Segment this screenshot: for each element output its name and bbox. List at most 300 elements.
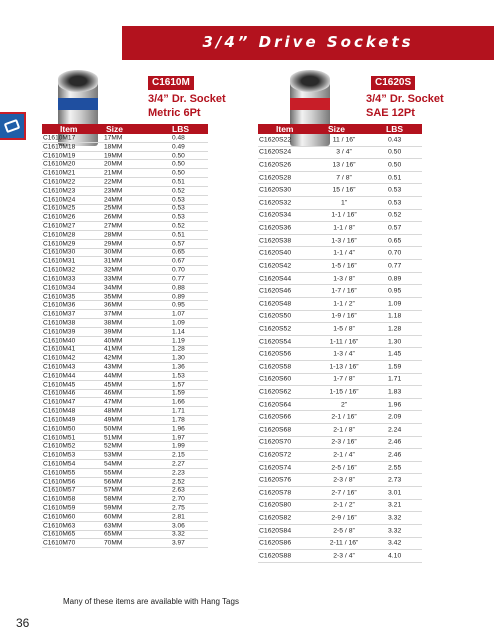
size: 19MM — [104, 152, 123, 160]
size: 56MM — [104, 478, 123, 486]
item-code: C1610M30 — [43, 248, 76, 256]
weight-lbs: 0.95 — [388, 287, 402, 295]
weight-lbs: 0.70 — [388, 249, 402, 257]
weight-lbs: 0.53 — [172, 196, 185, 204]
item-code: C1620S80 — [259, 501, 292, 509]
size: 1-7 / 16” — [331, 287, 357, 295]
table-row — [42, 504, 208, 513]
metric-product-code: C1610M — [148, 76, 194, 90]
table-row — [258, 538, 422, 551]
table-row — [258, 273, 422, 286]
weight-lbs: 3.01 — [388, 489, 402, 497]
table-row — [258, 437, 422, 450]
weight-lbs: 2.70 — [172, 495, 185, 503]
item-code: C1610M24 — [43, 196, 76, 204]
table-row — [42, 196, 208, 205]
item-code: C1620S68 — [259, 426, 292, 434]
size: 63MM — [104, 522, 123, 530]
table-row — [42, 310, 208, 319]
item-code: C1620S42 — [259, 262, 292, 270]
item-code: C1610M55 — [43, 469, 76, 477]
table-row — [258, 298, 422, 311]
size: 2-1 / 2” — [333, 501, 355, 509]
table-row — [258, 525, 422, 538]
item-code: C1620S24 — [259, 148, 292, 156]
size: 22MM — [104, 178, 123, 186]
sae-product-code: C1620S — [371, 76, 415, 90]
item-code: C1610M51 — [43, 434, 76, 442]
table-row — [42, 434, 208, 443]
sae-table-header — [258, 124, 422, 134]
table-row — [258, 147, 422, 160]
metric-product-title — [148, 92, 226, 120]
weight-lbs: 3.97 — [172, 539, 185, 547]
table-row — [42, 143, 208, 152]
size: 1-1 / 4” — [333, 249, 355, 257]
weight-lbs: 2.46 — [388, 451, 402, 459]
item-code: C1620S78 — [259, 489, 292, 497]
table-row — [42, 275, 208, 284]
item-code: C1610M28 — [43, 231, 76, 239]
weight-lbs: 1.36 — [172, 363, 185, 371]
size: 20MM — [104, 160, 123, 168]
table-row — [42, 134, 208, 143]
table-row — [42, 257, 208, 266]
weight-lbs: 3.32 — [172, 530, 185, 538]
size: 50MM — [104, 425, 123, 433]
item-code: C1610M65 — [43, 530, 76, 538]
table-row — [42, 266, 208, 275]
size: 13 / 16” — [332, 161, 356, 169]
item-code: C1620S56 — [259, 350, 292, 358]
table-row — [258, 260, 422, 273]
item-code: C1610M50 — [43, 425, 76, 433]
size: 59MM — [104, 504, 123, 512]
size: 55MM — [104, 469, 123, 477]
weight-lbs: 2.09 — [388, 413, 402, 421]
sae-title-line2: SAE 12Pt — [366, 107, 415, 119]
item-code: C1620S40 — [259, 249, 292, 257]
item-code: C1620S66 — [259, 413, 292, 421]
table-row — [42, 390, 208, 399]
table-row — [258, 386, 422, 399]
table-row — [42, 407, 208, 416]
weight-lbs: 1.07 — [172, 310, 185, 318]
weight-lbs: 2.27 — [172, 460, 185, 468]
table-row — [42, 169, 208, 178]
size: 2-3 / 8” — [333, 476, 355, 484]
size: 2-3 / 4” — [333, 552, 355, 560]
size: 1” — [340, 199, 348, 207]
weight-lbs: 1.28 — [388, 325, 402, 333]
item-code: C1610M52 — [43, 442, 76, 450]
weight-lbs: 0.67 — [172, 257, 185, 265]
table-row — [258, 424, 422, 437]
item-code: C1610M38 — [43, 319, 76, 327]
weight-lbs: 0.65 — [388, 237, 402, 245]
table-row — [42, 152, 208, 161]
size: 42MM — [104, 354, 123, 362]
item-code: C1610M21 — [43, 169, 76, 177]
weight-lbs: 1.57 — [172, 381, 185, 389]
size: 1-7 / 8” — [333, 375, 355, 383]
table-row — [42, 425, 208, 434]
item-code: C1610M32 — [43, 266, 76, 274]
item-code: C1610M37 — [43, 310, 76, 318]
col-lbs: LBS — [386, 124, 403, 134]
weight-lbs: 3.42 — [388, 539, 402, 547]
item-code: C1620S32 — [259, 199, 292, 207]
sae-title-line1: 3/4” Dr. Socket — [366, 93, 444, 105]
table-row — [258, 235, 422, 248]
item-code: C1620S44 — [259, 275, 292, 282]
size: 24MM — [104, 196, 123, 204]
weight-lbs: 3.32 — [388, 514, 402, 522]
table-row — [42, 460, 208, 469]
page-number: 36 — [16, 616, 30, 630]
item-code: C1610M59 — [43, 504, 76, 512]
weight-lbs: 0.52 — [172, 222, 185, 230]
item-code: C1610M44 — [43, 372, 76, 380]
table-row — [258, 247, 422, 260]
item-code: C1610M39 — [43, 328, 76, 336]
size: 1-13 / 16” — [329, 363, 359, 371]
size: 45MM — [104, 381, 123, 389]
weight-lbs: 2.63 — [172, 486, 185, 494]
weight-lbs: 1.71 — [172, 407, 185, 415]
item-code: C1620S84 — [259, 527, 292, 535]
table-row — [42, 293, 208, 302]
size: 49MM — [104, 416, 123, 424]
table-row — [42, 469, 208, 478]
table-row — [258, 172, 422, 185]
weight-lbs: 1.83 — [388, 388, 402, 396]
weight-lbs: 0.53 — [388, 186, 402, 194]
table-row — [42, 337, 208, 346]
weight-lbs: 1.66 — [172, 398, 185, 406]
item-code: C1610M45 — [43, 381, 76, 389]
item-code: C1610M48 — [43, 407, 76, 415]
table-row — [42, 372, 208, 381]
col-item: Item — [276, 124, 294, 134]
item-code: C1610M20 — [43, 160, 76, 168]
table-row — [42, 240, 208, 249]
item-code: C1610M19 — [43, 152, 76, 160]
weight-lbs: 1.96 — [172, 425, 185, 433]
table-row — [258, 512, 422, 525]
weight-lbs: 0.77 — [388, 262, 402, 270]
size: 48MM — [104, 407, 123, 415]
size: 11 / 16” — [332, 136, 356, 144]
table-row — [258, 197, 422, 210]
size: 17MM — [104, 134, 123, 142]
table-row — [258, 323, 422, 336]
item-code: C1620S82 — [259, 514, 292, 522]
table-row — [258, 411, 422, 424]
weight-lbs: 0.50 — [172, 169, 185, 177]
item-code: C1610M26 — [43, 213, 76, 221]
weight-lbs: 1.09 — [388, 300, 402, 308]
weight-lbs: 0.50 — [172, 152, 185, 160]
item-code: C1610M49 — [43, 416, 76, 424]
table-row — [258, 487, 422, 500]
table-row — [42, 284, 208, 293]
table-row — [258, 462, 422, 475]
item-code: C1620S62 — [259, 388, 292, 396]
size: 43MM — [104, 363, 123, 371]
size: 65MM — [104, 530, 123, 538]
weight-lbs: 2.81 — [172, 513, 185, 521]
table-row — [42, 398, 208, 407]
item-code: C1610M34 — [43, 284, 76, 292]
weight-lbs: 1.78 — [172, 416, 185, 424]
weight-lbs: 2.73 — [388, 476, 402, 484]
size: 18MM — [104, 143, 123, 151]
size: 15 / 16” — [332, 186, 356, 194]
table-row — [258, 361, 422, 374]
item-code: C1610M60 — [43, 513, 76, 521]
item-code: C1620S30 — [259, 186, 292, 194]
col-size: Size — [328, 124, 346, 134]
size: 21MM — [104, 169, 123, 177]
item-code: C1610M22 — [43, 178, 76, 186]
weight-lbs: 3.06 — [172, 522, 185, 530]
size: 33MM — [104, 275, 123, 283]
table-row — [42, 531, 208, 540]
table-row — [258, 550, 422, 563]
table-row — [42, 213, 208, 222]
table-row — [42, 363, 208, 372]
weight-lbs: 0.77 — [172, 275, 185, 283]
table-row — [258, 474, 422, 487]
section-banner — [122, 26, 494, 60]
size: 2-7 / 16” — [331, 489, 357, 497]
table-row — [42, 319, 208, 328]
size: 47MM — [104, 398, 123, 406]
size: 2-11 / 16” — [329, 539, 359, 547]
item-code: C1610M42 — [43, 354, 76, 362]
socket-tab-icon — [4, 119, 21, 133]
weight-lbs: 0.95 — [172, 301, 185, 309]
size: 57MM — [104, 486, 123, 494]
item-code: C1610M43 — [43, 363, 76, 371]
size: 1-3 / 16” — [331, 237, 357, 245]
table-row — [42, 222, 208, 231]
table-row — [42, 513, 208, 522]
size: 25MM — [104, 204, 123, 212]
item-code: C1610M57 — [43, 486, 76, 494]
item-code: C1620S28 — [259, 174, 292, 182]
table-row — [258, 449, 422, 462]
weight-lbs: 1.71 — [388, 375, 402, 383]
weight-lbs: 1.09 — [172, 319, 185, 327]
weight-lbs: 3.21 — [388, 501, 402, 509]
weight-lbs: 1.99 — [172, 442, 185, 450]
size: 2-1 / 4” — [333, 451, 355, 459]
size: 1-1 / 2” — [333, 300, 355, 308]
weight-lbs: 0.89 — [172, 293, 185, 301]
weight-lbs: 2.24 — [388, 426, 402, 434]
weight-lbs: 2.15 — [172, 451, 185, 459]
item-code: C1610M63 — [43, 522, 76, 530]
table-row — [42, 346, 208, 355]
weight-lbs: 2.55 — [388, 464, 402, 472]
size: 1-9 / 16” — [331, 312, 357, 320]
item-code: C1620S50 — [259, 312, 292, 320]
item-code: C1610M25 — [43, 204, 76, 212]
table-row — [42, 249, 208, 258]
metric-table-header — [42, 124, 208, 134]
table-row — [258, 399, 422, 412]
item-code: C1620S46 — [259, 287, 292, 295]
table-row — [42, 522, 208, 531]
size: 53MM — [104, 451, 123, 459]
item-code: C1620S22 — [259, 136, 292, 144]
table-row — [42, 301, 208, 310]
weight-lbs: 0.51 — [172, 231, 185, 239]
weight-lbs: 0.48 — [172, 134, 185, 142]
weight-lbs: 0.57 — [172, 240, 185, 248]
weight-lbs: 0.50 — [388, 161, 402, 169]
item-code: C1610M31 — [43, 257, 76, 265]
weight-lbs: 1.18 — [388, 312, 402, 320]
size: 29MM — [104, 240, 123, 248]
item-code: C1610M56 — [43, 478, 76, 486]
size: 44MM — [104, 372, 123, 380]
weight-lbs: 0.53 — [172, 213, 185, 221]
item-code: C1620S86 — [259, 539, 292, 547]
table-row — [42, 160, 208, 169]
weight-lbs: 2.46 — [388, 438, 402, 446]
weight-lbs: 1.30 — [388, 338, 402, 346]
size: 39MM — [104, 328, 123, 336]
weight-lbs: 1.30 — [172, 354, 185, 362]
size: 46MM — [104, 389, 123, 397]
weight-lbs: 1.28 — [172, 345, 185, 353]
size: 2-1 / 8” — [333, 426, 355, 434]
metric-spec-table — [42, 134, 208, 548]
weight-lbs: 1.59 — [388, 363, 402, 371]
size: 54MM — [104, 460, 123, 468]
item-code: C1610M18 — [43, 143, 76, 151]
table-row — [258, 285, 422, 298]
table-row — [42, 442, 208, 451]
weight-lbs: 0.88 — [172, 284, 185, 292]
metric-title-line1: 3/4” Dr. Socket — [148, 93, 226, 105]
weight-lbs: 0.57 — [388, 224, 402, 232]
table-row — [42, 231, 208, 240]
weight-lbs: 0.89 — [388, 275, 402, 282]
size: 58MM — [104, 495, 123, 503]
table-row — [258, 311, 422, 324]
item-code: C1620S54 — [259, 338, 292, 346]
col-lbs: LBS — [172, 124, 189, 134]
table-row — [42, 495, 208, 504]
item-code: C1620S72 — [259, 451, 292, 459]
item-code: C1620S70 — [259, 438, 292, 446]
weight-lbs: 0.70 — [172, 266, 185, 274]
item-code: C1620S88 — [259, 552, 292, 560]
item-code: C1610M27 — [43, 222, 76, 230]
metric-title-line2: Metric 6Pt — [148, 107, 201, 119]
weight-lbs: 1.19 — [172, 337, 185, 345]
item-code: C1620S26 — [259, 161, 292, 169]
table-row — [42, 487, 208, 496]
footer-note: Many of these items are available with Hang Tags — [63, 597, 239, 606]
table-row — [258, 348, 422, 361]
size: 1-15 / 16” — [329, 388, 359, 396]
table-row — [42, 478, 208, 487]
size: 23MM — [104, 187, 123, 195]
size: 30MM — [104, 248, 123, 256]
size: 31MM — [104, 257, 123, 265]
size: 1-1 / 16” — [331, 211, 357, 219]
item-code: C1610M29 — [43, 240, 76, 248]
table-row — [42, 328, 208, 337]
weight-lbs: 4.10 — [388, 552, 402, 560]
item-code: C1620S76 — [259, 476, 292, 484]
size: 36MM — [104, 301, 123, 309]
weight-lbs: 1.59 — [172, 389, 185, 397]
size: 28MM — [104, 231, 123, 239]
item-code: C1620S60 — [259, 375, 292, 383]
item-code: C1610M33 — [43, 275, 76, 283]
weight-lbs: 3.32 — [388, 527, 402, 535]
size: 1-1 / 8” — [333, 224, 355, 232]
item-code: C1620S64 — [259, 401, 292, 409]
weight-lbs: 2.52 — [172, 478, 185, 486]
item-code: C1610M36 — [43, 301, 76, 309]
weight-lbs: 0.53 — [388, 199, 402, 207]
size: 1-11 / 16” — [329, 338, 359, 346]
col-item: Item — [60, 124, 78, 134]
item-code: C1620S58 — [259, 363, 292, 371]
banner-title: 3/4” Drive Sockets — [202, 33, 414, 51]
item-code: C1610M40 — [43, 337, 76, 345]
size: 2-5 / 8” — [333, 527, 355, 535]
table-row — [258, 222, 422, 235]
size: 37MM — [104, 310, 123, 318]
item-code: C1620S48 — [259, 300, 292, 308]
item-code: C1620S36 — [259, 224, 292, 232]
weight-lbs: 2.23 — [172, 469, 185, 477]
size: 38MM — [104, 319, 123, 327]
section-tab — [0, 112, 26, 140]
size: 27MM — [104, 222, 123, 230]
size: 26MM — [104, 213, 123, 221]
weight-lbs: 0.51 — [388, 174, 402, 182]
table-row — [42, 354, 208, 363]
size: 2-5 / 16” — [331, 464, 357, 472]
table-row — [258, 374, 422, 387]
size: 34MM — [104, 284, 123, 292]
table-row — [258, 159, 422, 172]
table-row — [42, 178, 208, 187]
table-row — [258, 134, 422, 147]
size: 7 / 8” — [336, 174, 352, 182]
item-code: C1610M54 — [43, 460, 76, 468]
size: 2” — [340, 401, 348, 409]
table-row — [258, 210, 422, 223]
size: 40MM — [104, 337, 123, 345]
weight-lbs: 1.97 — [172, 434, 185, 442]
table-row — [42, 205, 208, 214]
size: 60MM — [104, 513, 123, 521]
weight-lbs: 0.52 — [388, 211, 402, 219]
col-size: Size — [106, 124, 124, 134]
table-row — [42, 416, 208, 425]
weight-lbs: 0.53 — [172, 204, 185, 212]
